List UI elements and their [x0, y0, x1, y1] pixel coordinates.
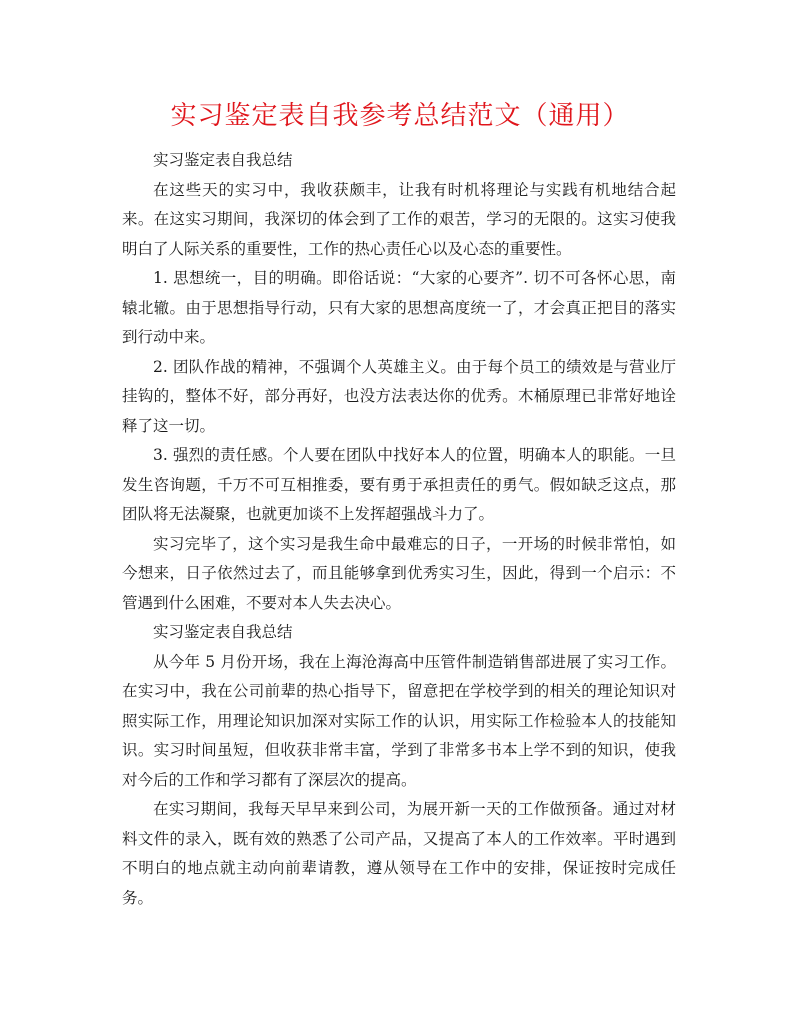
paragraph: 在实习期间，我每天早早来到公司，为展开新一天的工作做预备。通过对材料文件的录入，既有效的熟悉了公司产品，又提高了本人的工作效率。平时遇到不明白的地点就主动向前辈请教，遵从领导在工作中的安排，保证按时完成任务。	[122, 800, 676, 907]
document-body	[122, 146, 676, 913]
paragraph: 实习完毕了，这个实习是我生命中最难忘的日子，一开场的时候非常怕，如今想来，日子依然过去了，而且能够拿到优秀实习生，因此，得到一个启示：不管遇到什么困难，不要对本人失去决心。	[122, 534, 676, 612]
document-title: 实习鉴定表自我参考总结范文（通用）	[170, 101, 630, 131]
paragraph: 1. 思想统一，目的明确。即俗话说：“大家的心要齐”. 切不可各怀心思，南辕北辙。由于思想指导行动，只有大家的思想高度统一了，才会真正把目的落实到行动中来。	[122, 269, 676, 346]
section-heading: 实习鉴定表自我总结	[153, 151, 293, 169]
paragraph: 从今年 5 月份开场，我在上海沧海高中压管件制造销售部进展了实习工作。在实习中，我在公司前辈的热心指导下，留意把在学校学到的相关的理论知识对照实际工作，用理论知识加深对实际工作的认识，用实际工作检验本人的技能知识。实习时间虽短，但收获非常丰富，学到了非常多书本上学不到的知识，使我对今后的工作和学习都有了深层次的提高。	[122, 652, 676, 789]
section-heading: 实习鉴定表自我总结	[153, 623, 293, 641]
paragraph: 3. 强烈的责任感。个人要在团队中找好本人的位置，明确本人的职能。一旦发生咨询题，千万不可互相推委，要有勇于承担责任的勇气。假如缺乏这点，那团队将无法凝聚，也就更加谈不上发挥超强战斗力了。	[122, 446, 676, 523]
paragraph: 2. 团队作战的精神，不强调个人英雄主义。由于每个员工的绩效是与营业厅挂钩的，整体不好，部分再好，也没方法表达你的优秀。木桶原理已非常好地诠释了这一切。	[122, 357, 676, 435]
paragraph: 在这些天的实习中，我收获颇丰，让我有时机将理论与实践有机地结合起来。在这实习期间，我深切的体会到了工作的艰苦，学习的无限的。这实习使我明白了人际关系的重要性，工作的热心责任心以及心态的重要性。	[122, 180, 676, 258]
